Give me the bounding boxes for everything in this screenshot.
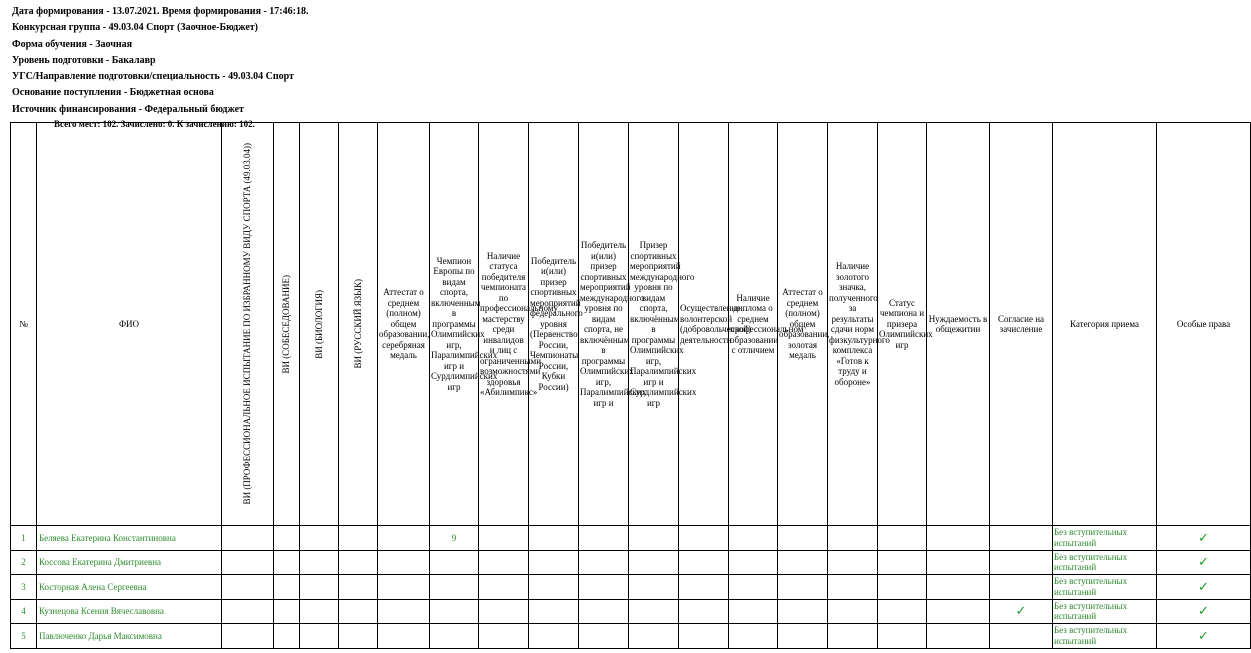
empty-cell	[529, 575, 579, 600]
applicants-table	[10, 122, 1251, 649]
empty-cell	[339, 624, 378, 649]
empty-cell	[274, 575, 300, 600]
col-gold-medal: Аттестат о среднем (полном) общем образовании, золотая медаль	[778, 123, 828, 526]
empty-cell	[878, 599, 927, 624]
empty-cell	[222, 550, 274, 575]
empty-cell	[679, 599, 729, 624]
empty-cell	[629, 526, 679, 551]
row-fio: Кузнецова Ксения Вячеславовна	[37, 599, 222, 624]
funding-source: Источник финансирования - Федеральный бюджет	[12, 103, 244, 115]
row-score	[430, 550, 479, 575]
empty-cell	[274, 526, 300, 551]
empty-cell	[579, 526, 629, 551]
row-consent	[990, 526, 1053, 551]
header-row	[11, 123, 1251, 526]
empty-cell	[927, 575, 990, 600]
empty-cell	[274, 599, 300, 624]
empty-cell	[529, 526, 579, 551]
places-total: Всего мест: 102. Зачислено: 0. К зачислению: 102.	[54, 119, 255, 130]
col-category: Категория приема	[1053, 123, 1157, 526]
empty-cell	[222, 526, 274, 551]
col-gto-badge: Наличие золотого значка, полученного за результаты сдачи норм физкультурного комплекса «Готов к труду и обороне»	[828, 123, 878, 526]
empty-cell	[878, 550, 927, 575]
empty-cell	[300, 575, 339, 600]
empty-cell	[778, 624, 828, 649]
col-consent: Согласие на зачисление	[990, 123, 1053, 526]
empty-cell	[927, 526, 990, 551]
empty-cell	[479, 624, 529, 649]
empty-cell	[378, 550, 430, 575]
row-fio: Беляева Екатерина Константиновна	[37, 526, 222, 551]
empty-cell	[300, 624, 339, 649]
empty-cell	[878, 575, 927, 600]
row-special-rights: ✓	[1157, 550, 1251, 575]
row-score	[430, 624, 479, 649]
empty-cell	[629, 624, 679, 649]
col-intl-non-olympic: Победитель и(или) призер спортивных мероприятий международного уровня по видам спорта, не включённым в программы Олимпийских игр, Паралимпийских игр и	[579, 123, 629, 526]
empty-cell	[339, 526, 378, 551]
empty-cell	[629, 550, 679, 575]
row-score: 9	[430, 526, 479, 551]
empty-cell	[274, 624, 300, 649]
empty-cell	[300, 526, 339, 551]
education-level: Уровень подготовки - Бакалавр	[12, 54, 156, 66]
report-date: Дата формирования - 13.07.2021. Время формирования - 17:46:18.	[12, 6, 309, 17]
empty-cell	[828, 624, 878, 649]
row-fio: Косторная Алена Сергеевна	[37, 575, 222, 600]
empty-cell	[679, 526, 729, 551]
row-category: Без вступительных испытаний	[1053, 575, 1157, 600]
row-category: Без вступительных испытаний	[1053, 599, 1157, 624]
row-consent	[990, 624, 1053, 649]
empty-cell	[878, 526, 927, 551]
empty-cell	[828, 550, 878, 575]
empty-cell	[378, 599, 430, 624]
empty-cell	[828, 575, 878, 600]
row-num: 4	[11, 599, 37, 624]
table-row	[11, 599, 1251, 624]
empty-cell	[579, 624, 629, 649]
empty-cell	[729, 624, 778, 649]
col-europe-champion: Чемпион Европы по видам спорта, включенным в программы Олимпийских игр, Паралимпийских игр и Сурдлимпийских игр	[430, 123, 479, 526]
specialty: УГС/Направление подготовки/специальность - 49.03.04 Спорт	[12, 71, 294, 83]
empty-cell	[679, 624, 729, 649]
empty-cell	[274, 550, 300, 575]
empty-cell	[222, 575, 274, 600]
col-volunteer: Осуществление волонтерской (добровольческой) деятельности	[679, 123, 729, 526]
row-num: 3	[11, 575, 37, 600]
row-special-rights: ✓	[1157, 599, 1251, 624]
row-special-rights: ✓	[1157, 526, 1251, 551]
empty-cell	[339, 575, 378, 600]
col-vi-biology: ВИ (БИОЛОГИЯ)	[300, 123, 339, 526]
empty-cell	[778, 550, 828, 575]
empty-cell	[339, 550, 378, 575]
empty-cell	[579, 550, 629, 575]
empty-cell	[629, 575, 679, 600]
empty-cell	[778, 526, 828, 551]
empty-cell	[378, 575, 430, 600]
empty-cell	[679, 550, 729, 575]
empty-cell	[828, 599, 878, 624]
empty-cell	[878, 624, 927, 649]
empty-cell	[529, 624, 579, 649]
empty-cell	[479, 599, 529, 624]
empty-cell	[479, 575, 529, 600]
col-silver-medal: Аттестат о среднем (полном) общем образовании, серебряная медаль	[378, 123, 430, 526]
row-num: 1	[11, 526, 37, 551]
empty-cell	[679, 575, 729, 600]
col-abilympics: Наличие статуса победителя чемпионата по профессиональному мастерству среди инвалидов и лиц с ограниченными возможностями здоровья «Абилимпикс»	[479, 123, 529, 526]
empty-cell	[579, 599, 629, 624]
col-diploma-honors: Наличие диплома о среднем профессиональном образовании с отличием	[729, 123, 778, 526]
empty-cell	[778, 575, 828, 600]
col-fio: ФИО	[37, 123, 222, 526]
empty-cell	[729, 526, 778, 551]
study-form: Форма обучения - Заочная	[12, 38, 133, 50]
empty-cell	[222, 599, 274, 624]
empty-cell	[778, 599, 828, 624]
table-row	[11, 624, 1251, 649]
competition-group: Конкурсная группа - 49.03.04 Спорт (Заочное-Бюджет)	[12, 22, 259, 34]
col-vi-interview: ВИ (СОБЕСЕДОВАНИЕ)	[274, 123, 300, 526]
col-special-rights: Особые права	[1157, 123, 1251, 526]
admission-basis: Основание поступления - Бюджетная основа	[12, 87, 214, 99]
empty-cell	[479, 526, 529, 551]
empty-cell	[729, 575, 778, 600]
empty-cell	[529, 550, 579, 575]
table-row	[11, 526, 1251, 551]
empty-cell	[729, 550, 778, 575]
row-consent: ✓	[990, 599, 1053, 624]
col-intl-olympic: Призер спортивных мероприятий международного уровня по видам спорта, включённым в программы Олимпийских игр, Паралимпийских игр и Сурдлимпийских игр	[629, 123, 679, 526]
row-num: 5	[11, 624, 37, 649]
empty-cell	[529, 599, 579, 624]
row-score	[430, 575, 479, 600]
empty-cell	[927, 550, 990, 575]
col-num: №	[11, 123, 37, 526]
empty-cell	[300, 550, 339, 575]
empty-cell	[828, 526, 878, 551]
table-row	[11, 575, 1251, 600]
empty-cell	[927, 599, 990, 624]
empty-cell	[927, 624, 990, 649]
row-num: 2	[11, 550, 37, 575]
empty-cell	[579, 575, 629, 600]
row-special-rights: ✓	[1157, 624, 1251, 649]
row-fio: Коссова Екатерина Дмитриевна	[37, 550, 222, 575]
row-category: Без вступительных испытаний	[1053, 526, 1157, 551]
row-category: Без вступительных испытаний	[1053, 624, 1157, 649]
col-vi-russian: ВИ (РУССКИЙ ЯЗЫК)	[339, 123, 378, 526]
col-olympic-status: Статус чемпиона и призера Олимпийских игр	[878, 123, 927, 526]
empty-cell	[378, 624, 430, 649]
report-header	[12, 4, 308, 131]
col-dormitory: Нуждаемость в общежитии	[927, 123, 990, 526]
row-fio: Павлюченко Дарья Максимовна	[37, 624, 222, 649]
row-score	[430, 599, 479, 624]
empty-cell	[222, 624, 274, 649]
col-vi-sport: ВИ (ПРОФЕССИОНАЛЬНОЕ ИСПЫТАНИЕ ПО ИЗБРАННОМУ ВИДУ СПОРТА (49.03.04))	[222, 123, 274, 526]
empty-cell	[300, 599, 339, 624]
empty-cell	[339, 599, 378, 624]
empty-cell	[629, 599, 679, 624]
row-consent	[990, 550, 1053, 575]
row-consent	[990, 575, 1053, 600]
table-row	[11, 550, 1251, 575]
empty-cell	[378, 526, 430, 551]
empty-cell	[479, 550, 529, 575]
col-federal-winner: Победитель и(или) призер спортивных мероприятий федерального уровня (Первенство России, Чемпионаты России, Кубки России)	[529, 123, 579, 526]
row-special-rights: ✓	[1157, 575, 1251, 600]
empty-cell	[729, 599, 778, 624]
row-category: Без вступительных испытаний	[1053, 550, 1157, 575]
